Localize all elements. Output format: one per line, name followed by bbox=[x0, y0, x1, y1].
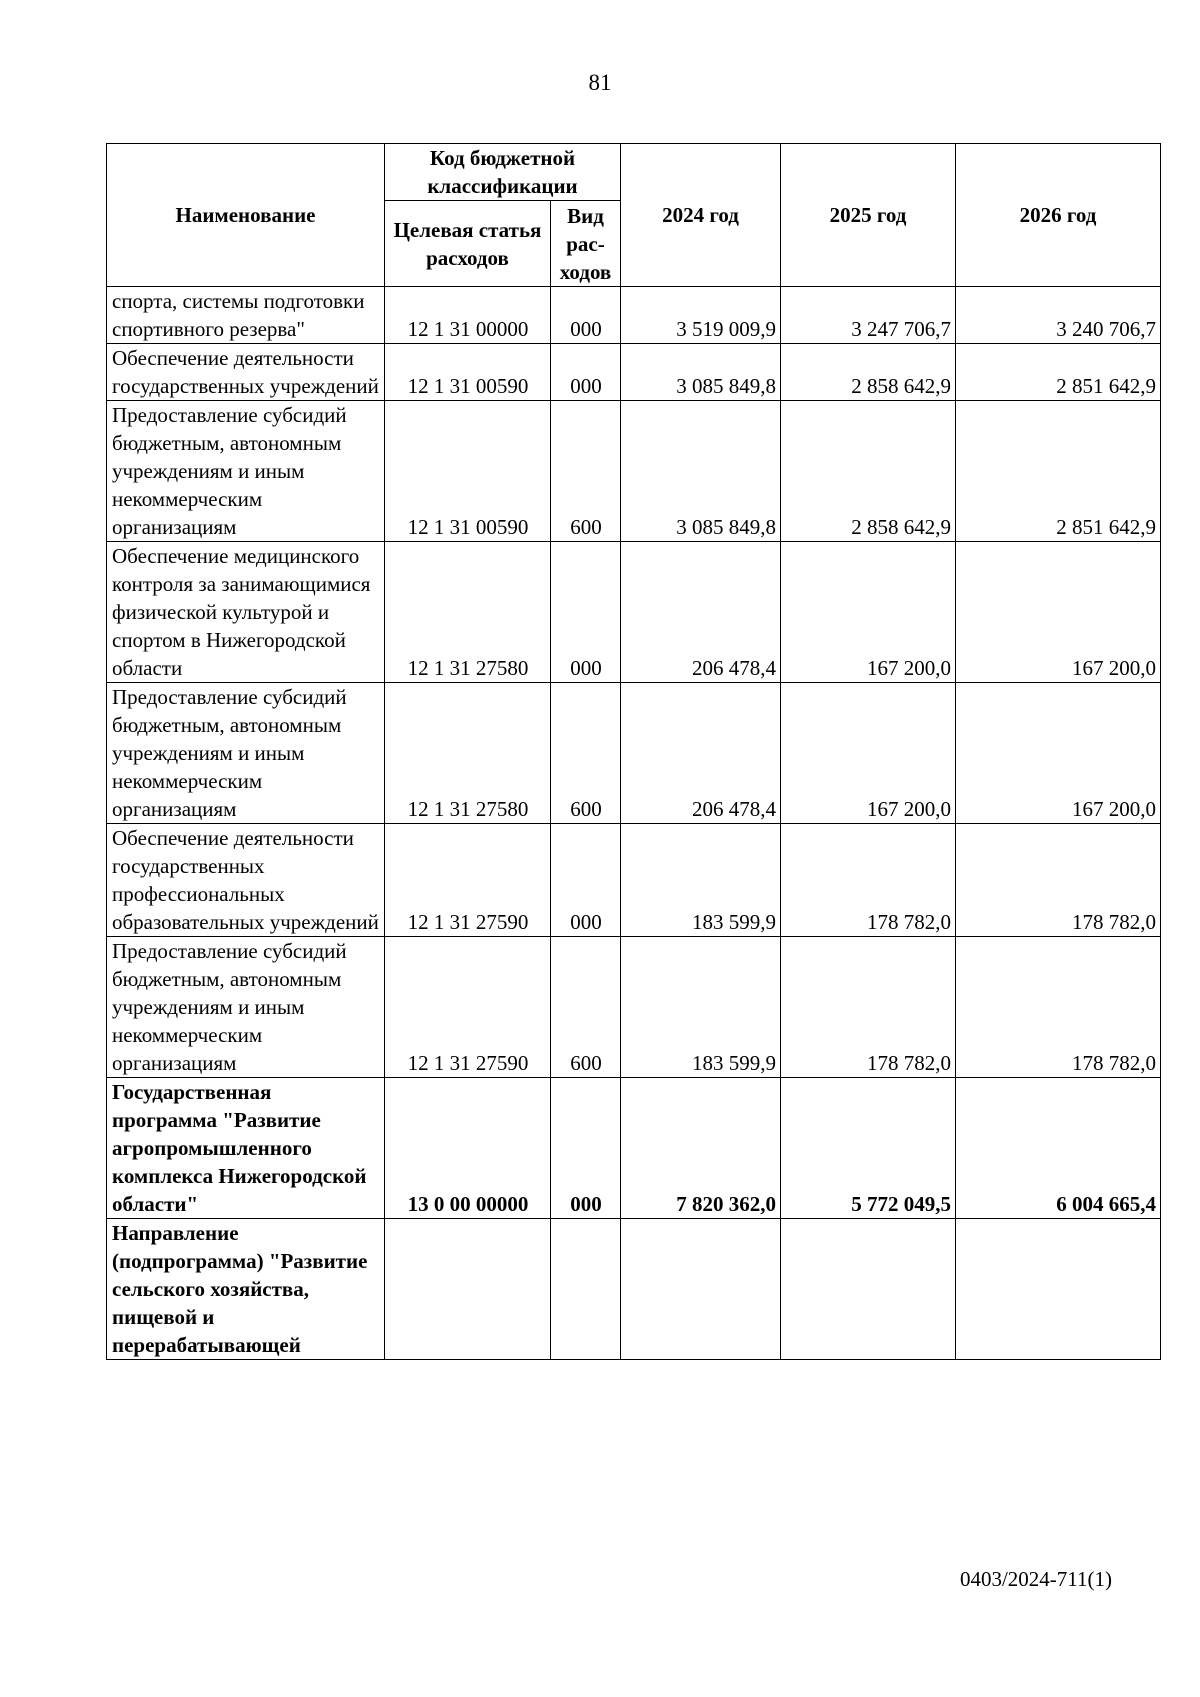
row-amount-2026: 2 851 642,9 bbox=[956, 344, 1161, 401]
row-amount-2026 bbox=[956, 1219, 1161, 1360]
row-expense-type bbox=[551, 1219, 621, 1360]
table-row bbox=[107, 287, 1161, 344]
table-row bbox=[107, 542, 1161, 683]
table-row bbox=[107, 1219, 1161, 1360]
row-expense-type: 000 bbox=[551, 287, 621, 344]
row-name: Обеспечение деятельности государственных учреждений bbox=[107, 344, 385, 401]
header-2026: 2026 год bbox=[956, 144, 1161, 287]
row-name: Направление (подпрограмма) "Развитие сельского хозяйства, пищевой и перерабатывающей bbox=[107, 1219, 385, 1360]
row-amount-2025: 178 782,0 bbox=[781, 824, 956, 937]
row-name: Предоставление субсидий бюджетным, автономным учреждениям и иным некоммерческим организациям bbox=[107, 937, 385, 1078]
table-row bbox=[107, 937, 1161, 1078]
row-target-article: 12 1 31 27580 bbox=[385, 683, 551, 824]
row-amount-2024: 183 599,9 bbox=[621, 937, 781, 1078]
row-amount-2024: 206 478,4 bbox=[621, 542, 781, 683]
row-target-article: 12 1 31 00590 bbox=[385, 344, 551, 401]
table-row bbox=[107, 824, 1161, 937]
row-amount-2026: 167 200,0 bbox=[956, 542, 1161, 683]
row-name: Обеспечение медицинского контроля за занимающимися физической культурой и спортом в Нижегородской области bbox=[107, 542, 385, 683]
header-target-article: Целевая статья расходов bbox=[385, 201, 551, 287]
table-body bbox=[107, 287, 1161, 1360]
table-header bbox=[107, 144, 1161, 287]
row-amount-2024: 183 599,9 bbox=[621, 824, 781, 937]
row-amount-2026: 3 240 706,7 bbox=[956, 287, 1161, 344]
row-amount-2025 bbox=[781, 1219, 956, 1360]
row-expense-type: 600 bbox=[551, 683, 621, 824]
row-expense-type: 000 bbox=[551, 1078, 621, 1219]
row-amount-2025: 178 782,0 bbox=[781, 937, 956, 1078]
table-row bbox=[107, 401, 1161, 542]
row-amount-2025: 2 858 642,9 bbox=[781, 401, 956, 542]
row-amount-2026: 6 004 665,4 bbox=[956, 1078, 1161, 1219]
row-name: Предоставление субсидий бюджетным, автономным учреждениям и иным некоммерческим организациям bbox=[107, 683, 385, 824]
table-row bbox=[107, 1078, 1161, 1219]
row-amount-2025: 2 858 642,9 bbox=[781, 344, 956, 401]
row-target-article: 12 1 31 00000 bbox=[385, 287, 551, 344]
row-name: Обеспечение деятельности государственных профессиональных образовательных учреждений bbox=[107, 824, 385, 937]
row-name: спорта, системы подготовки спортивного резерва" bbox=[107, 287, 385, 344]
row-name: Государственная программа "Развитие агропромышленного комплекса Нижегородской области" bbox=[107, 1078, 385, 1219]
row-amount-2026: 2 851 642,9 bbox=[956, 401, 1161, 542]
row-name: Предоставление субсидий бюджетным, автономным учреждениям и иным некоммерческим организациям bbox=[107, 401, 385, 542]
row-amount-2024: 206 478,4 bbox=[621, 683, 781, 824]
budget-table bbox=[106, 143, 1161, 1360]
row-expense-type: 000 bbox=[551, 542, 621, 683]
header-name: Наименование bbox=[107, 144, 385, 287]
row-target-article: 12 1 31 27580 bbox=[385, 542, 551, 683]
table-row bbox=[107, 683, 1161, 824]
row-amount-2025: 5 772 049,5 bbox=[781, 1078, 956, 1219]
row-amount-2024: 3 085 849,8 bbox=[621, 344, 781, 401]
row-amount-2025: 167 200,0 bbox=[781, 683, 956, 824]
row-amount-2024: 7 820 362,0 bbox=[621, 1078, 781, 1219]
row-amount-2026: 178 782,0 bbox=[956, 824, 1161, 937]
row-target-article: 12 1 31 27590 bbox=[385, 824, 551, 937]
row-amount-2024: 3 519 009,9 bbox=[621, 287, 781, 344]
row-expense-type: 000 bbox=[551, 824, 621, 937]
row-target-article: 12 1 31 00590 bbox=[385, 401, 551, 542]
header-2025: 2025 год bbox=[781, 144, 956, 287]
document-number: 0403/2024-711(1) bbox=[959, 1567, 1112, 1591]
row-amount-2024 bbox=[621, 1219, 781, 1360]
header-2024: 2024 год bbox=[621, 144, 781, 287]
row-expense-type: 600 bbox=[551, 937, 621, 1078]
row-amount-2025: 3 247 706,7 bbox=[781, 287, 956, 344]
row-amount-2025: 167 200,0 bbox=[781, 542, 956, 683]
row-target-article: 12 1 31 27590 bbox=[385, 937, 551, 1078]
page-number: 81 bbox=[588, 70, 612, 95]
row-target-article bbox=[385, 1219, 551, 1360]
header-expense-type: Вид рас-ходов bbox=[551, 201, 621, 287]
row-expense-type: 000 bbox=[551, 344, 621, 401]
table-row bbox=[107, 344, 1161, 401]
row-amount-2026: 167 200,0 bbox=[956, 683, 1161, 824]
row-amount-2024: 3 085 849,8 bbox=[621, 401, 781, 542]
row-expense-type: 600 bbox=[551, 401, 621, 542]
row-target-article: 13 0 00 00000 bbox=[385, 1078, 551, 1219]
row-amount-2026: 178 782,0 bbox=[956, 937, 1161, 1078]
header-code-group: Код бюджетной классификации bbox=[385, 144, 621, 201]
